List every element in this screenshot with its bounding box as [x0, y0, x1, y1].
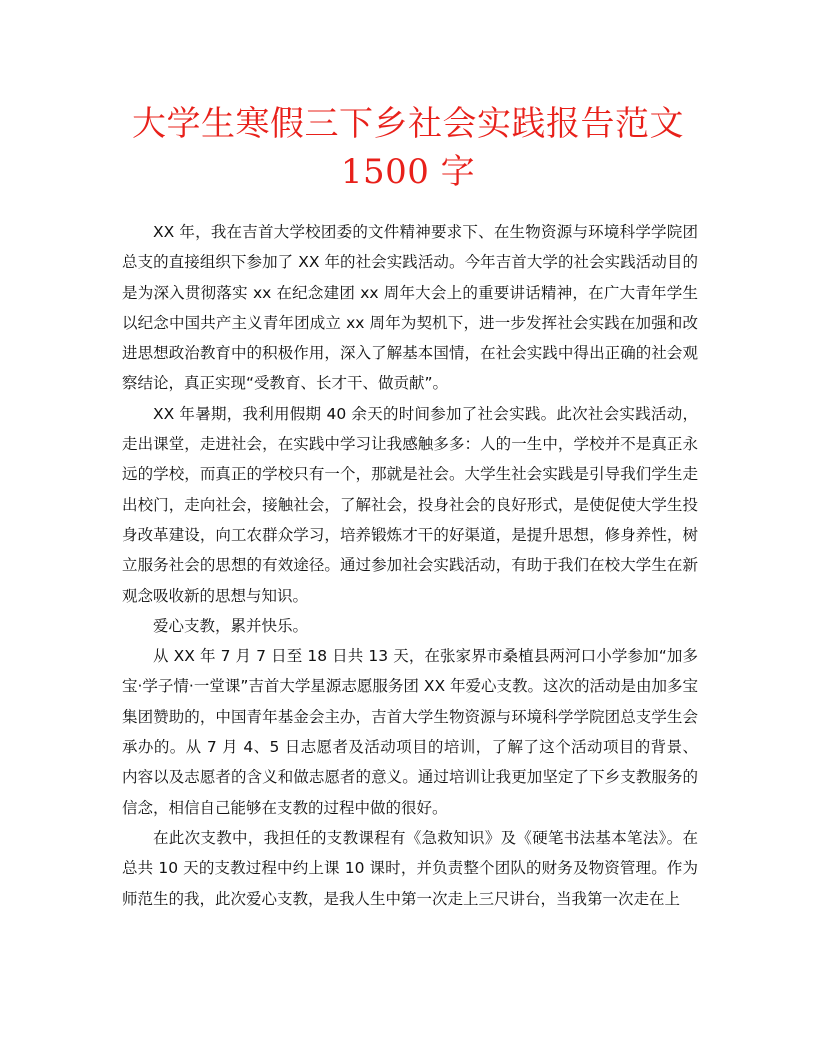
title-line-2: 1500 字: [340, 152, 476, 192]
document-title: [100, 100, 716, 196]
document-body: [122, 217, 698, 914]
paragraph: 在此次支教中，我担任的支教课程有《急救知识》及《硬笔书法基本笔法》。在总共 10 天的支教过程中约上课 10 课时，并负责整个团队的财务及物资管理。作为师范生的我，此次爱心支教，是我人生中第一次走上三尺讲台，当我第一次走在上: [122, 828, 698, 908]
paragraph: 从 XX 年 7 月 7 日至 18 日共 13 天，在张家界市桑植县两河口小学参加“加多宝·学子情·一堂课”吉首大学星源志愿服务团 XX 年爱心支教。这次的活动是由加多宝集团赞助的，中国青年基金会主办，吉首大学生物资源与环境科学学院团总支学生会承办的。从 7 月 4、5 日志愿者及活动项目的培训，了解了这个活动项目的背景、内容以及志愿者的含义和做志愿者的意义。通过培训让我更加坚定了下乡支教服务的信念，相信自己能够在支教的过程中做的很好。: [122, 647, 698, 817]
paragraph: XX 年暑期，我利用假期 40 余天的时间参加了社会实践。此次社会实践活动，走出课堂，走进社会，在实践中学习让我感触多多：人的一生中，学校并不是真正永远的学校，而真正的学校只有一个，那就是社会。大学生社会实践是引导我们学生走出校门，走向社会，接触社会，了解社会，投身社会的良好形式，是使促使大学生投身改革建设，向工农群众学习，培养锻炼才干的好渠道，是提升思想，修身养性，树立服务社会的思想的有效途径。通过参加社会实践活动，有助于我们在校大学生在新观念吸收新的思想与知识。: [122, 404, 698, 605]
paragraph: 爱心支教，累并快乐。: [153, 616, 309, 635]
paragraph: XX 年，我在吉首大学校团委的文件精神要求下、在生物资源与环境科学学院团总支的直接组织下参加了 XX 年的社会实践活动。今年吉首大学的社会实践活动目的是为深入贯彻落实 xx 在纪念建团 xx 周年大会上的重要讲话精神，在广大青年学生以纪念中国共产主义青年团成立 xx 周年为契机下，进一步发挥社会实践在加强和改进思想政治教育中的积极作用，深入了解基本国情，在社会实践中得出正确的社会观察结论，真正实现“受教育、长才干、做贡献”。: [122, 223, 698, 393]
title-line-1: 大学生寒假三下乡社会实践报告范文: [132, 104, 684, 144]
